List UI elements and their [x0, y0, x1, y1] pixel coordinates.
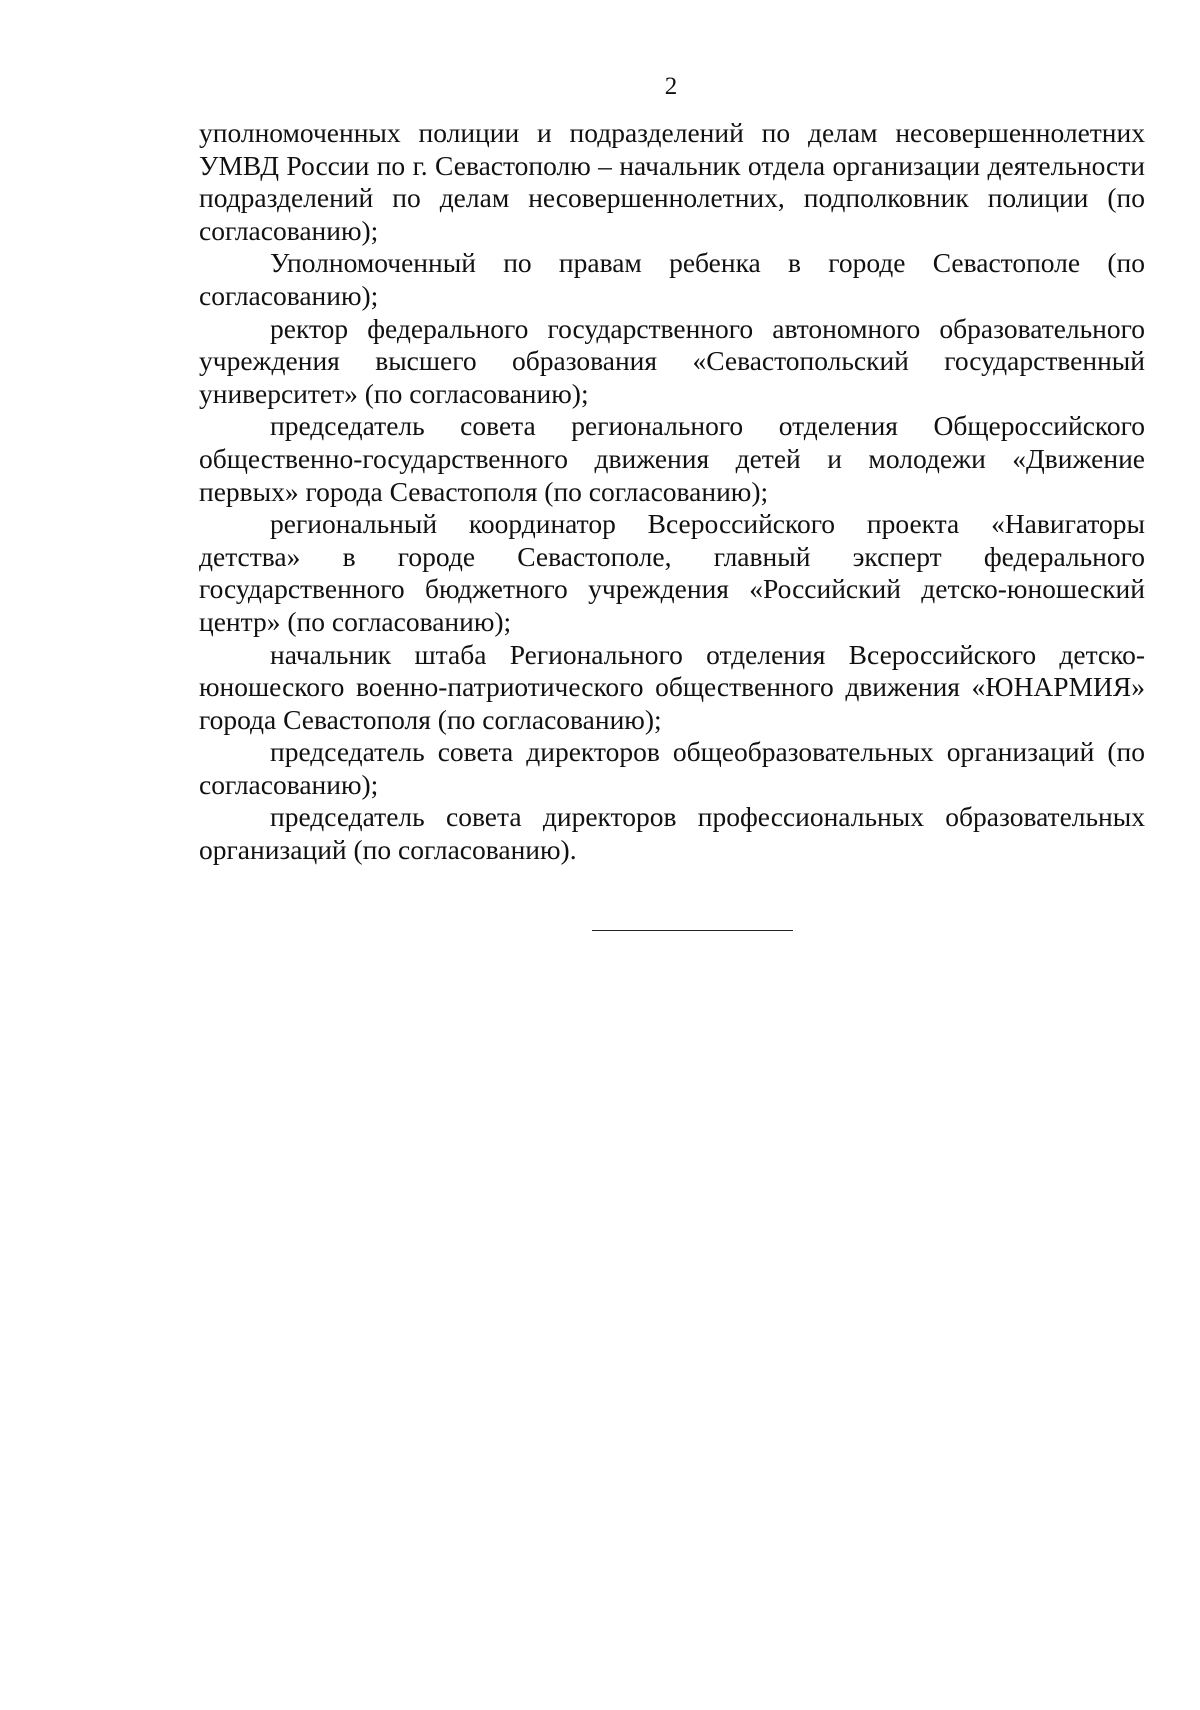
- paragraph-yunarmiya: начальник штаба Регионального отделения Всероссийского детско-юношеского военно-патриотического общественного движения «ЮНАРМИЯ» города Севастополя (по согласованию);: [199, 638, 1145, 735]
- paragraph-general-education-council: председатель совета директоров общеобразовательных организаций (по согласованию);: [199, 736, 1145, 800]
- paragraph-police-commissioner: уполномоченных полиции и подразделений по делам несовершеннолетних УМВД России по г. Севастополю – начальник отдела организации деятельности подразделений по делам несовершеннолетних, подполковник полиции (по согласованию);: [199, 117, 1145, 246]
- paragraph-movement-of-the-first: председатель совета регионального отделения Общероссийского общественно-государственного движения детей и молодежи «Движение первых» города Севастополя (по согласованию);: [199, 410, 1145, 507]
- document-body: [199, 117, 1145, 867]
- paragraph-university-rector: ректор федерального государственного автономного образовательного учреждения высшего образования «Севастопольский государственный университет» (по согласованию);: [199, 312, 1145, 409]
- paragraph-childhood-navigators: региональный координатор Всероссийского проекта «Навигаторы детства» в городе Севастополе, главный эксперт федерального государственного бюджетного учреждения «Российский детско-юношеский центр» (по согласованию);: [199, 508, 1145, 637]
- end-separator-line: [592, 930, 793, 931]
- paragraph-professional-education-council: председатель совета директоров профессиональных образовательных организаций (по согласованию).: [199, 801, 1145, 866]
- paragraph-child-rights-ombudsman: Уполномоченный по правам ребенка в городе Севастополе (по согласованию);: [199, 247, 1145, 311]
- page-number: 2: [664, 73, 678, 100]
